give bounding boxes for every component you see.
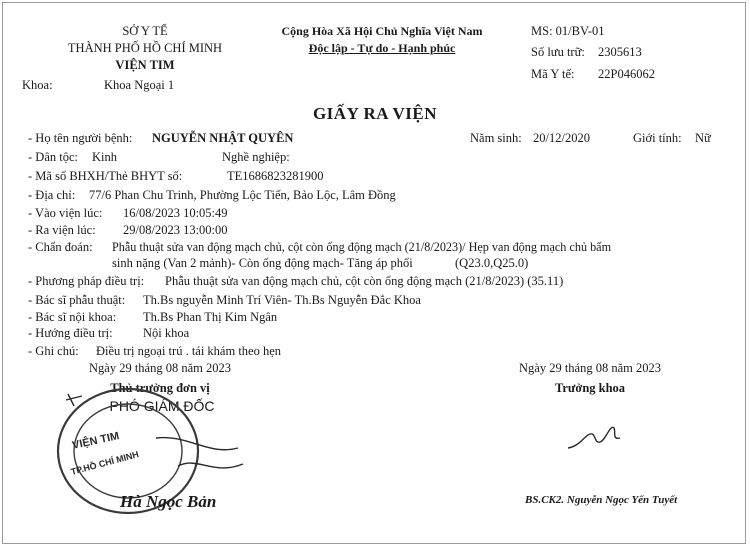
storage-number-value: 2305613 bbox=[598, 45, 642, 59]
treatment-label: - Phương pháp điều trị: bbox=[28, 274, 145, 288]
discharge-label: - Ra viện lúc: bbox=[28, 223, 96, 237]
ethnicity-value: Kinh bbox=[92, 150, 117, 164]
gender-value: Nữ bbox=[695, 131, 711, 145]
medical-id-label: Mã Y tế: bbox=[531, 67, 575, 81]
city-name: THÀNH PHỐ HỒ CHÍ MINH bbox=[67, 41, 223, 55]
diagnosis-label: - Chẩn đoán: bbox=[28, 240, 93, 254]
department-head-name: BS.CK2. Nguyễn Ngọc Yến Tuyết bbox=[525, 494, 678, 506]
discharge-value: 29/08/2023 13:00:00 bbox=[123, 223, 228, 237]
treatment-direction-label: - Hướng điều trị: bbox=[28, 326, 113, 340]
stamp-text-institute: VIỆN TIM bbox=[71, 430, 121, 452]
ministry-name: SỞ Y TẾ bbox=[122, 24, 168, 38]
internist-value: Th.Bs Phan Thị Kim Ngân bbox=[143, 310, 278, 324]
national-motto: Độc lập - Tự do - Hạnh phúc bbox=[308, 41, 456, 55]
admission-value: 16/08/2023 10:05:49 bbox=[123, 206, 228, 220]
document-title: GIẤY RA VIỆN bbox=[312, 104, 438, 123]
department-label: Khoa: bbox=[22, 78, 53, 92]
unit-head-role: Thủ trưởng đơn vị bbox=[110, 381, 210, 395]
surgeon-label: - Bác sĩ phẫu thuật: bbox=[28, 293, 126, 307]
dob-label: Năm sinh: bbox=[470, 131, 522, 145]
occupation-label: Nghề nghiệp: bbox=[222, 150, 290, 164]
insurance-label: - Mã số BHXH/Thẻ BHYT số: bbox=[28, 169, 183, 183]
department-head-role: Trưởng khoa bbox=[554, 381, 626, 395]
internist-label: - Bác sĩ nội khoa: bbox=[28, 310, 117, 324]
address-value: 77/6 Phan Chu Trinh, Phường Lộc Tiến, Bảo Lộc, Lâm Đồng bbox=[89, 188, 396, 202]
storage-number-label: Số lưu trữ: bbox=[531, 45, 585, 59]
department-head-signature bbox=[560, 418, 640, 458]
treatment-value: Phẫu thuật sửa van động mạch chủ, cột còn ống động mạch (21/8/2023) (35.11) bbox=[165, 274, 564, 288]
patient-name-value: NGUYỄN NHẬT QUYÊN bbox=[152, 131, 294, 145]
deputy-director-title: PHÓ GIÁM ĐỐC bbox=[109, 398, 215, 414]
ethnicity-label: - Dân tộc: bbox=[28, 150, 78, 164]
right-sign-date: Ngày 29 tháng 08 năm 2023 bbox=[519, 361, 661, 375]
diagnosis-line-1: Phẫu thuật sửa van động mạch chủ, cột còn ống động mạch (21/8/2023)/ Hẹp van động mạch chủ bẩm bbox=[112, 240, 612, 254]
republic-heading: Cộng Hòa Xã Hội Chủ Nghĩa Việt Nam bbox=[281, 24, 483, 38]
treatment-direction-value: Nội khoa bbox=[143, 326, 190, 340]
director-signature-name: Hà Ngọc Bản bbox=[120, 492, 217, 511]
left-sign-date: Ngày 29 tháng 08 năm 2023 bbox=[89, 361, 231, 375]
gender-label: Giới tính: bbox=[633, 131, 682, 145]
address-label: - Địa chỉ: bbox=[28, 188, 76, 202]
medical-id-value: 22P046062 bbox=[598, 67, 655, 81]
department-value: Khoa Ngoại 1 bbox=[104, 78, 175, 92]
dob-value: 20/12/2020 bbox=[533, 131, 590, 145]
surgeon-value: Th.Bs nguyễn Minh Trí Viên- Th.Bs Nguyễn Đắc Khoa bbox=[143, 293, 421, 307]
note-label: - Ghi chú: bbox=[28, 344, 79, 358]
insurance-value: TE1686823281900 bbox=[227, 169, 324, 183]
stamp-text-city: TP.HỒ CHÍ MINH bbox=[69, 449, 140, 477]
institute-name: VIỆN TIM bbox=[115, 58, 175, 72]
form-number: MS: 01/BV-01 bbox=[531, 24, 605, 38]
note-value: Điều trị ngoại trú . tái khám theo hẹn bbox=[96, 344, 282, 358]
diagnosis-line-2: sinh nặng (Van 2 mảnh)- Còn ống động mạch- Tăng áp phổi bbox=[112, 256, 413, 270]
diagnosis-codes: (Q23.0,Q25.0) bbox=[455, 256, 529, 270]
patient-name-label: - Họ tên người bệnh: bbox=[28, 131, 133, 145]
admission-label: - Vào viện lúc: bbox=[28, 206, 103, 220]
